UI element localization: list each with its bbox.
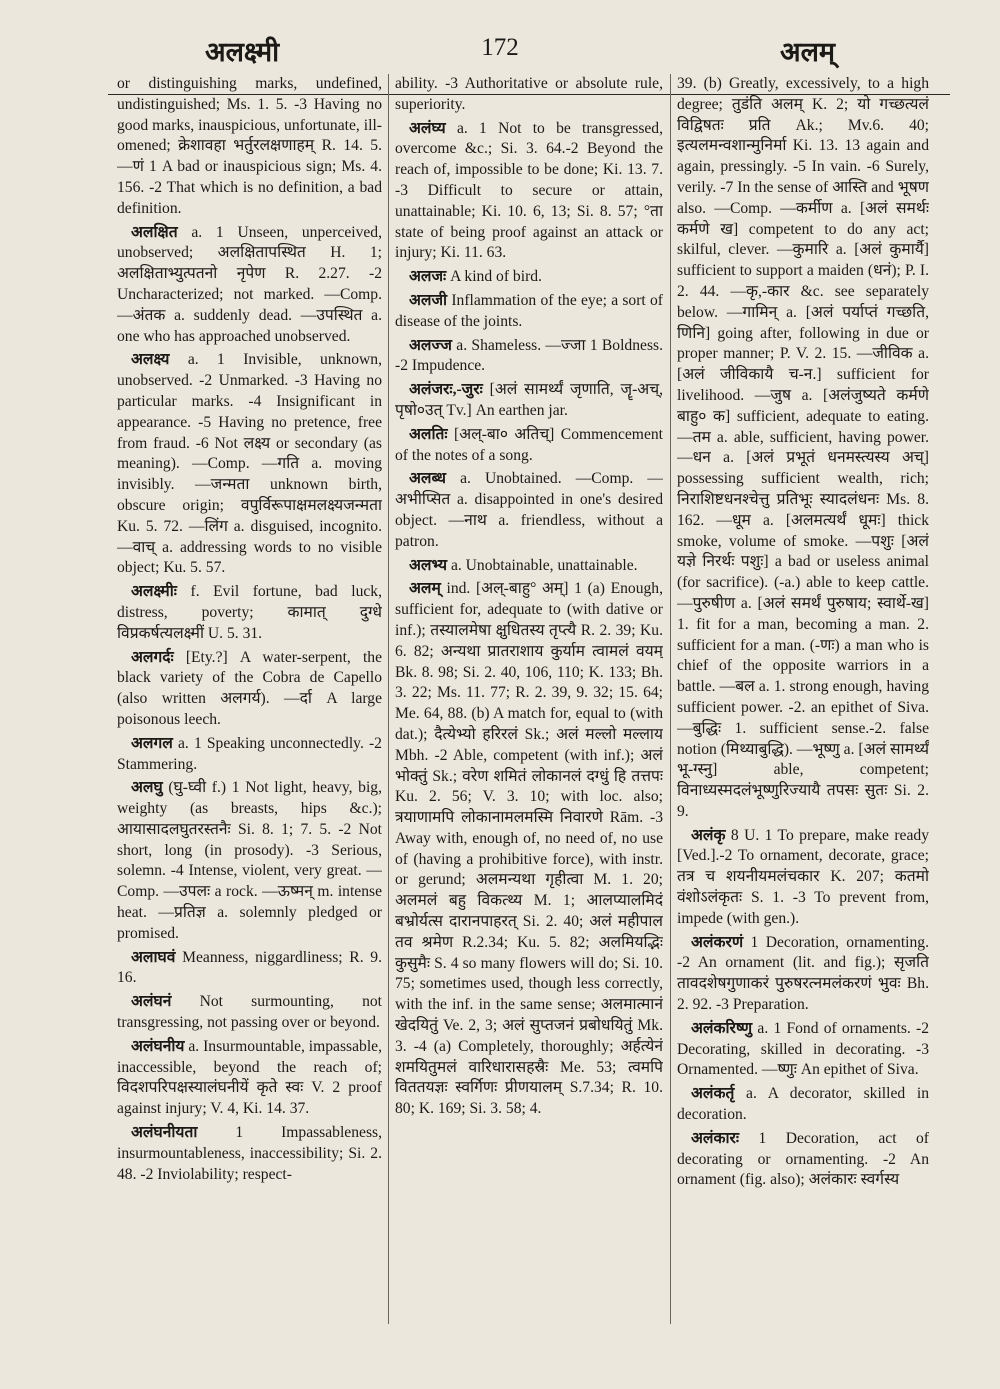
dictionary-entry bbox=[117, 582, 382, 644]
entry-text: a. Unobtainable, unattainable. bbox=[450, 556, 638, 574]
entry-text: Inflammation of the eye; a sort of disease of the joints. bbox=[395, 291, 663, 330]
entry-headword: अलंघनं bbox=[131, 993, 172, 1011]
entry-text: 8 U. 1 To prepare, make ready [Ved.].-2 To ornament, decorate, grace; तत्र च शयनीयमलंचकार K. 207; कतमो वंशोऽलंकृतः S. 1. -3 To prevent from, impede (with gen.). bbox=[677, 826, 929, 927]
entry-text: Meanness, niggardliness; R. 9. 16. bbox=[117, 948, 382, 987]
dictionary-entry bbox=[395, 336, 663, 378]
entry-headword: अलक्ष्य bbox=[131, 351, 170, 369]
entry-headword: अलंघनीय bbox=[131, 1037, 185, 1055]
dictionary-entry bbox=[395, 119, 663, 265]
entry-text: 1 Decoration, act of decorating or ornamenting. -2 An ornament (fig. also); अलंकारः स्वर्गस्य bbox=[677, 1129, 929, 1189]
dictionary-entry bbox=[117, 648, 382, 731]
dictionary-entry bbox=[395, 267, 663, 288]
entry-text: f. Evil fortune, bad luck, distress, poverty; कामात् दुग्धे विप्रकर्षत्यलक्ष्मीं U. 5. 31. bbox=[117, 583, 382, 642]
dictionary-entry bbox=[117, 734, 382, 776]
dictionary-entry bbox=[677, 1019, 929, 1081]
page-number: 172 bbox=[481, 34, 519, 61]
dictionary-entry bbox=[395, 556, 663, 577]
entry-text: 1 Decoration, ornamenting. -2 An ornament (lit. and fig.); सृजति तावदशेषगुणाकरं पुरुषरत्नमलंकरणं भुवः Bh. 2. 92. -3 Preparation. bbox=[677, 933, 929, 1014]
dictionary-entry bbox=[677, 826, 929, 930]
entry-headword: अलंकरणं bbox=[691, 933, 744, 951]
entry-headword: अलगल bbox=[131, 734, 173, 752]
dictionary-entry bbox=[395, 380, 663, 422]
dictionary-entry bbox=[395, 74, 663, 116]
dictionary-entry bbox=[395, 469, 663, 552]
column-1 bbox=[117, 74, 382, 1312]
entry-headword: अलंघ्य bbox=[409, 119, 446, 137]
entry-headword: अलंकर्तृ bbox=[691, 1085, 735, 1103]
entry-headword: अलंकारः bbox=[691, 1129, 740, 1147]
dictionary-entry bbox=[117, 948, 382, 990]
column-3 bbox=[677, 74, 929, 1312]
dictionary-entry bbox=[677, 933, 929, 1016]
entry-headword: अलंकरिष्णु bbox=[691, 1019, 753, 1037]
dictionary-entry bbox=[117, 992, 382, 1034]
entry-text: [Ety.?] A water-serpent, the black variety of the Cobra de Capello (also written अलगर्य). —र्दा A large poisonous leech. bbox=[117, 648, 382, 728]
dictionary-entry bbox=[117, 223, 382, 348]
entry-text: a. 1 Speaking unconnectedly. -2 Stammering. bbox=[117, 734, 382, 773]
entry-headword: अलाघवं bbox=[131, 948, 176, 966]
entry-headword: अलक्षित bbox=[131, 223, 178, 241]
column-separator bbox=[670, 74, 671, 1324]
column-2 bbox=[395, 74, 663, 1312]
entry-text: [अलं सामर्थ्यं जृणाति, जॄ-अच्, पृषो०उत् Tv.] An earthen jar. bbox=[395, 381, 663, 419]
entry-headword: अलघु bbox=[131, 779, 163, 797]
entry-text: A kind of bird. bbox=[450, 268, 542, 286]
entry-headword: अलज्ज bbox=[409, 336, 452, 354]
entry-text: [अल्-बा० अतिच्] Commencement of the notes of a song. bbox=[395, 425, 663, 464]
entry-text: a. Insurmountable, impassable, inaccessible, beyond the reach of; विदशपरिपक्षस्यालंघनीयें कृते स्वः V. 2 proof against injury; V. 4, Ki. 14. 37. bbox=[117, 1037, 382, 1118]
entry-headword: अलगर्दः bbox=[131, 648, 174, 666]
page-header bbox=[0, 26, 1000, 74]
entry-text: Not surmounting, not transgressing, not passing over or beyond. bbox=[117, 993, 382, 1032]
entry-text: ind. [अल्-बाहु° अम्] 1 (a) Enough, sufficient for, adequate to (with dative or inf.); तस्यालमेषा क्षुधितस्य तृप्त्यै R. 2. 39; Ku. 6. 82; अन्यथा प्रातराशाय कुर्याम त्वामलं वयम् Bk. 8. 98; Si. 2. 40, 106, 110; K. 133; Bh. 3. 22; Ms. 11. 77; R. 2. 39, 9. 32; 15. 64; Me. 64, 88. (b) A match for, equal to (with dat.); दैत्येभ्यो हरिरलं Sk.; अलं मल्लो मल्लाय Mbh. -2 Able, competent (with inf.); अलं भोक्तुं Sk.; वरेण शमितं लोकानलं दग्धुं हि तत्तपः Ku. 2. 56; V. 3. 10; with loc. also; त्रयाणामपि लोकानामलमस्मि निवारणे Rām. -3 Away with, enough of, no need of, no use of (having a prohibitive force), with instr. or gerund; अलमन्यथा गृहीत्वा M. 1. 20; अलमलं बहु विकत्थ्य M. 1; आलप्यालमिदं बभ्रोर्यत्स दारानपाहरत् Si. 2. 40; अलं महीपाल तव श्रमेण R.2.34; Ku. 5. 82; अलमियद्भिः कुसुमैः S. 4 so many flowers will do; Si. 10. 75; sometimes used, though less correctly, with the inf. in the same sense; अलमात्मानं खेदयितुं Ve. 2, 3; अलं सुप्तजनं प्रबोधयितुं Mk. 3. -4 (a) Completely, thoroughly; अर्हत्येनं शमयितुमलं वारिधारासहस्रैः Me. 53; त्वमपि विततयज्ञः स्वर्गिणः प्रीणयालम् S.7.34; R. 10. 80; K. 169; Si. 3. 58; 4. bbox=[395, 580, 663, 1118]
dictionary-entry bbox=[117, 778, 382, 944]
left-running-headword: अलक्ष्मी bbox=[205, 37, 280, 67]
entry-text: or distinguishing marks, undefined, undistinguished; Ms. 1. 5. -3 Having no good marks, inauspicious, unfortunate, ill-omened; क्रेशावहा भर्तुरलक्षणाहम् R. 14. 5. —णं 1 A bad or inauspicious sign; Ms. 4. 156. -2 That which is no definition, a bad definition. bbox=[117, 75, 382, 217]
dictionary-entry bbox=[677, 1084, 929, 1126]
entry-headword: अलंजरः,-जुरः bbox=[409, 381, 483, 399]
entry-text: a. Unobtained. —Comp. —अभीप्सित a. disappointed in one's desired object. —नाथ a. friendless, without a patron. bbox=[395, 470, 663, 550]
entry-text: a. 1 Fond of ornaments. -2 Decorating, skilled in decorating. -3 Ornamented. —ष्णुः An epithet of Siva. bbox=[677, 1019, 929, 1079]
right-running-headword: अलम् bbox=[780, 37, 836, 67]
entry-headword: अलभ्य bbox=[409, 556, 448, 574]
entry-text: ability. -3 Authoritative or absolute rule, superiority. bbox=[395, 75, 663, 113]
dictionary-entry bbox=[677, 1129, 929, 1191]
entry-text: 1 Impassableness, insurmountableness, inaccessibility; Si. 2. 48. -2 Inviolability; respect- bbox=[117, 1124, 382, 1183]
dictionary-entry bbox=[395, 425, 663, 467]
entry-headword: अलंकृ bbox=[691, 826, 726, 844]
entry-headword: अलंघनीयता bbox=[131, 1124, 198, 1142]
dictionary-entry bbox=[677, 74, 929, 823]
dictionary-entry bbox=[117, 350, 382, 579]
entry-text: a. 1 Unseen, unperceived, unobserved; अलक्षितापस्थित H. 1; अलक्षिताभ्युत्पतनो नृपेण R. 2.27. -2 Uncharacterized; not marked. —Comp. —अंतक a. suddenly dead. —उपस्थित a. one who has approached unobserved. bbox=[117, 223, 382, 345]
dictionary-entry bbox=[395, 579, 663, 1120]
dictionary-entry bbox=[117, 1123, 382, 1185]
entry-headword: अलम् bbox=[409, 580, 441, 598]
entry-headword: अलब्ध bbox=[409, 470, 446, 488]
entry-headword: अलजः bbox=[409, 268, 447, 286]
column-separator bbox=[388, 74, 389, 1324]
entry-headword: अलजी bbox=[409, 291, 448, 309]
entry-text: a. Shameless. —ज्जा 1 Boldness. -2 Impudence. bbox=[395, 336, 663, 375]
entry-headword: अलक्ष्मीः bbox=[131, 583, 177, 601]
entry-text: (घु-घ्वी f.) 1 Not light, heavy, big, weighty (as breasts, hips &c.); आयासादलघुतरस्तनैः Si. 8. 1; 7. 5. -2 Not short, long (in prosody). -3 Serious, solemn. -4 Intense, violent, very great. —Comp. —उपलः a rock. —ऊष्मन् m. intense heat. —प्रतिज्ञ a. solemnly pledged or promised. bbox=[117, 779, 382, 942]
dictionary-entry bbox=[117, 1037, 382, 1120]
dictionary-entry bbox=[117, 74, 382, 220]
entry-headword: अलतिः bbox=[409, 425, 448, 443]
entry-text: 39. (b) Greatly, excessively, to a high degree; तुडंति अलम् K. 2; यो गच्छत्यलं विद्विषतः प्रति Ak.; Mv.6. 40; इत्यलमन्वशान्मुनिर्मा Ki. 13. 13 again and again, pressingly. -5 In vain. -6 Surely, verily. -7 In the sense of आस्ति and भूषण also. —Comp. —कर्मीण a. [अलं समर्थः कर्मणे ख] competent to do any act; skilful, clever. —कुमारि a. [अलं कुमार्यै] sufficient to support a maiden (धनं); P. I. 2. 44. —कृ,-कार &c. see separately below. —गामिन् a. [अलं पर्याप्तं गच्छति, णिनि] going after, following in due or proper manner; P. V. 2. 15. —जीविक a. [अलं जीविकायै च-न.] sufficient for livelihood. —जुष a. [अलंजुष्यते कर्मणे बाहु० क] sufficient, adequate to eating. —तम a. able, sufficient, having power. —धन a. [अलं प्रभूतं धनमस्त्यस्य अच्] possessing sufficient wealth, rich; निराशिष्टधनश्चेत्तु प्रतिभूः स्यादलंधनः Ms. 8. 162. —धूम a. [अलमत्यर्थं धूमः] thick smoke, volume of smoke. —पशुः [अलं यज्ञे निरर्थः पशुः] a bad or useless animal (for sacrifice). (-a.) able to keep cattle. —पुरुषीण a. [अलं समर्थं पुरुषाय; स्वार्थे-ख] 1. fit for a man, becoming a man. 2. sufficient for a man. (-णः) a man who is chief of the opposite warriors in a battle. —बल a. 1. strong enough, having sufficient power. -2. an epithet of Siva. —बुद्धिः 1. sufficient sense.-2. false notion (मिथ्याबुद्धि). —भूष्णु a. [अलं सामर्थ्यं भू-ग्स्नु] able, competent; विनाध्यस्मदलंभूष्णुरिज्यायै तपसः सुतः Si. 2. 9. bbox=[677, 75, 929, 820]
dictionary-entry bbox=[395, 291, 663, 333]
entry-text: a. A decorator, skilled in decoration. bbox=[677, 1085, 929, 1124]
entry-text: a. 1 Invisible, unknown, unobserved. -2 Unmarked. -3 Having no particular marks. -4 Insignificant in appearance. -5 Having no pretence, free from fraud. -6 Not लक्ष्य or secondary (as meaning). —Comp. —गति a. moving invisibly. —जन्मता unknown birth, obscure origin; वपुर्विरूपाक्षमलक्ष्यजन्मता Ku. 5. 72. —लिंग a. disguised, incognito. —वाच् a. addressing words to no visible object; Ku. 5. 57. bbox=[117, 351, 382, 577]
entry-text: a. 1 Not to be transgressed, overcome &c.; Si. 3. 64.-2 Beyond the reach of, impossible to be done; Ki. 13. 7. -3 Difficult to secure or attain, unattainable; Ki. 10. 6, 13; Si. 8. 57; °ता state of being proof against an attack or injury; Ki. 11. 63. bbox=[395, 119, 663, 262]
